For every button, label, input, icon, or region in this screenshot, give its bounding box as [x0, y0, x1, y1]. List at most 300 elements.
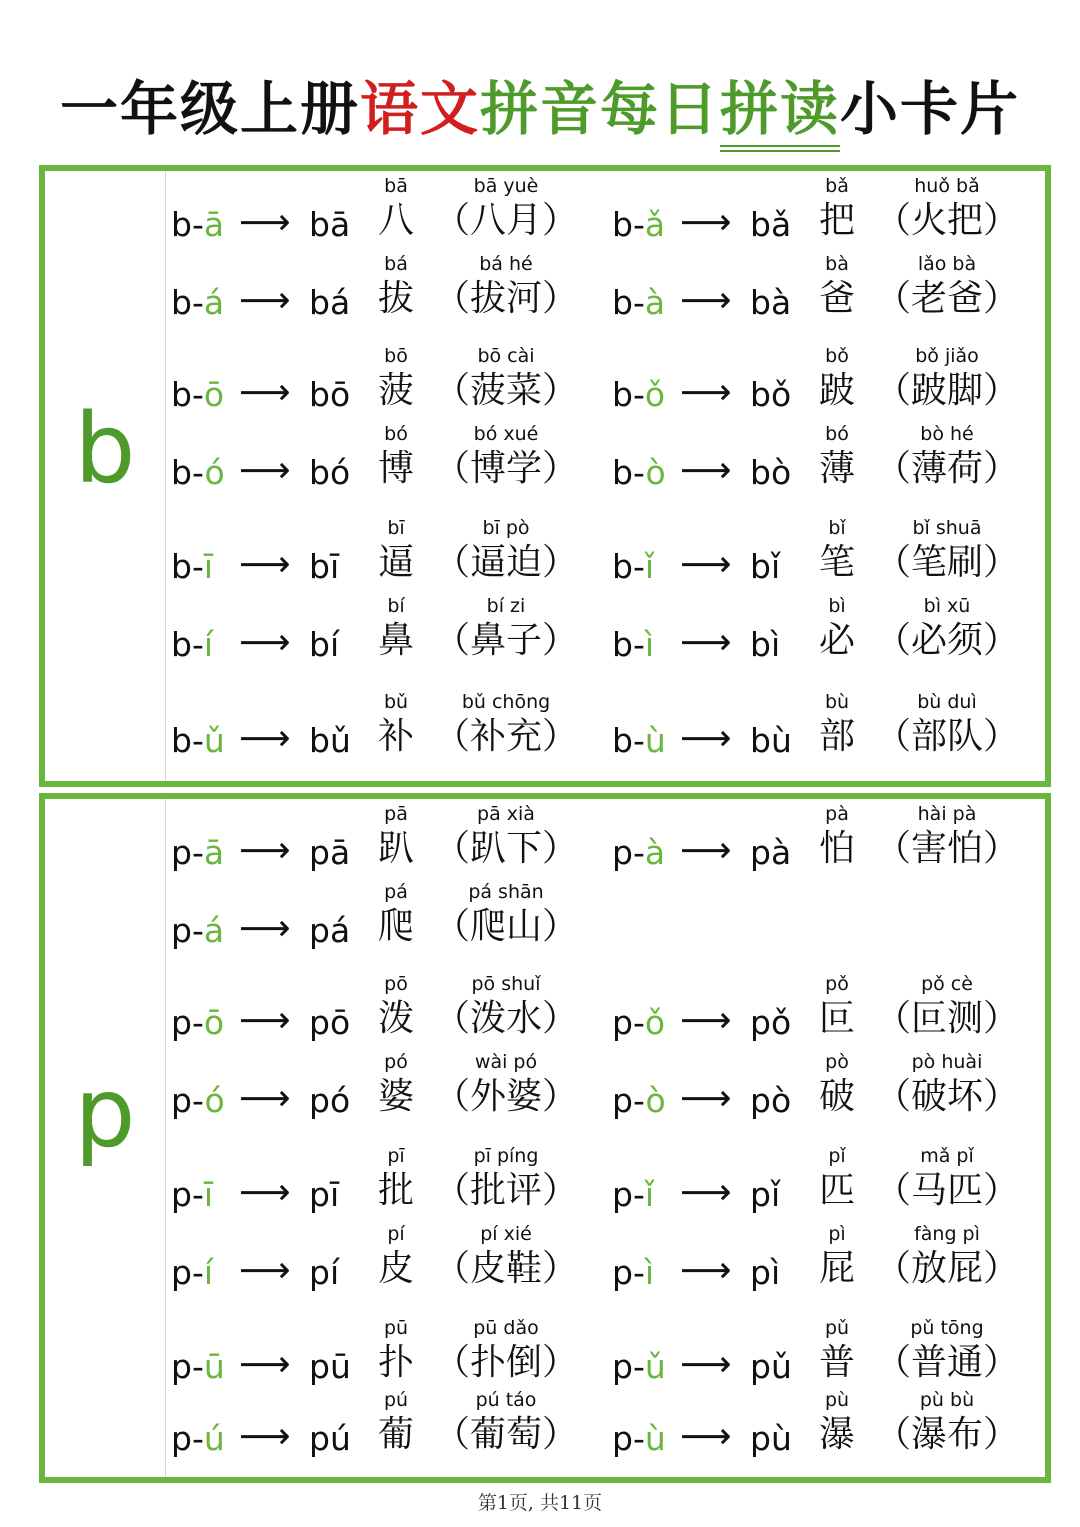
- spelling: [171, 1081, 225, 1120]
- spelling-dash: -: [191, 1003, 204, 1042]
- pinyin-entry: [612, 1223, 1052, 1293]
- character: 普: [818, 1342, 855, 1383]
- spelling: [171, 1419, 225, 1458]
- spelling-dash: -: [191, 1419, 204, 1458]
- spelling-dash: -: [632, 1347, 645, 1386]
- syllable: bā: [309, 205, 351, 244]
- word-pinyin: pǔ tōng: [910, 1317, 984, 1339]
- word-pinyin: bā yuè: [473, 175, 539, 197]
- arrow-icon: ⟶: [680, 1250, 732, 1291]
- word-pinyin: pī píng: [473, 1145, 539, 1167]
- arrow-icon: ⟶: [680, 372, 732, 413]
- arrow-icon: ⟶: [680, 202, 732, 243]
- initial-letter: p: [171, 833, 192, 872]
- arrow-icon: ⟶: [680, 280, 732, 321]
- arrow-icon: ⟶: [239, 450, 291, 491]
- syllable: bǒ: [750, 375, 792, 414]
- example-word: （葡萄）: [433, 1414, 578, 1455]
- title-part-5: 小卡片: [840, 75, 1021, 143]
- example-word: （扑倒）: [433, 1342, 578, 1383]
- spelling-dash: -: [632, 1175, 645, 1214]
- spelling-dash: -: [191, 721, 204, 760]
- character-pinyin: pí: [387, 1223, 405, 1245]
- toned-vowel: ō: [203, 375, 225, 414]
- toned-vowel: á: [203, 283, 225, 322]
- spelling-dash: -: [632, 721, 645, 760]
- initial-letter: b: [171, 625, 192, 664]
- character: 扑: [377, 1342, 414, 1383]
- character: 菠: [377, 370, 414, 411]
- title-part-1: 一年级上册: [59, 75, 360, 143]
- title-part-4: 拼读: [720, 75, 840, 152]
- toned-vowel: ǔ: [644, 1347, 666, 1386]
- syllable: pí: [309, 1253, 340, 1292]
- initial-letter: b: [612, 283, 633, 322]
- character: 部: [818, 716, 855, 757]
- example-word: （放屁）: [874, 1248, 1019, 1289]
- syllable: bó: [309, 453, 351, 492]
- syllable: pā: [309, 833, 351, 872]
- arrow-icon: ⟶: [680, 718, 732, 759]
- title-part-2: 语文: [359, 75, 480, 143]
- syllable: pà: [750, 833, 792, 872]
- initial-letter: p: [612, 1253, 633, 1292]
- spelling-dash: -: [632, 1081, 646, 1120]
- initial-letter: b: [612, 205, 633, 244]
- pinyin-entry: [171, 253, 611, 323]
- pinyin-entry: [612, 517, 1052, 587]
- syllable: bǐ: [750, 547, 781, 586]
- syllable: bì: [750, 625, 781, 664]
- word-pinyin: bǒ jiǎo: [915, 345, 979, 367]
- spelling: [612, 453, 666, 492]
- pinyin-row: [45, 1389, 1045, 1459]
- character-pinyin: pù: [824, 1389, 850, 1411]
- toned-vowel: ó: [204, 1081, 225, 1120]
- spelling: [612, 205, 666, 244]
- syllable: pī: [309, 1175, 340, 1214]
- example-word: （外婆）: [433, 1076, 578, 1117]
- spelling-dash: -: [632, 453, 646, 492]
- pinyin-entry: [171, 1051, 611, 1121]
- syllable: pá: [309, 911, 351, 950]
- example-word: （菠菜）: [433, 370, 578, 411]
- arrow-icon: ⟶: [239, 1172, 291, 1213]
- word-pinyin: mǎ pǐ: [920, 1145, 974, 1167]
- character-pinyin: bù: [824, 691, 850, 713]
- character-pinyin: pó: [384, 1051, 408, 1073]
- character-pinyin: bǐ: [828, 517, 846, 539]
- character: 把: [818, 200, 855, 241]
- word-pinyin: bù duì: [917, 691, 977, 713]
- spelling-dash: -: [191, 547, 204, 586]
- spelling-dash: -: [191, 1175, 204, 1214]
- word-pinyin: pū dǎo: [473, 1317, 539, 1339]
- character: 趴: [377, 828, 414, 869]
- toned-vowel: ǐ: [644, 547, 655, 586]
- toned-vowel: à: [644, 283, 666, 322]
- pinyin-row: [45, 1317, 1045, 1387]
- pinyin-entry: [171, 803, 611, 873]
- example-word: （博学）: [433, 448, 578, 489]
- pinyin-entry: [612, 1317, 1052, 1387]
- spelling-dash: -: [191, 205, 204, 244]
- character-pinyin: pǐ: [828, 1145, 846, 1167]
- spelling: [612, 721, 666, 760]
- word-pinyin: bò hé: [920, 423, 974, 445]
- example-word: （鼻子）: [433, 620, 578, 661]
- pinyin-row: [45, 803, 1045, 873]
- arrow-icon: ⟶: [680, 830, 732, 871]
- word-pinyin: bá hé: [479, 253, 533, 275]
- arrow-icon: ⟶: [239, 908, 291, 949]
- initial-letter: b: [612, 453, 633, 492]
- initial-letter: b: [171, 375, 192, 414]
- arrow-icon: ⟶: [239, 372, 291, 413]
- character-pinyin: bó: [825, 423, 849, 445]
- character: 皮: [377, 1248, 414, 1289]
- character-pinyin: bǒ: [825, 345, 849, 367]
- example-word: （害怕）: [874, 828, 1019, 869]
- example-word: （薄荷）: [874, 448, 1019, 489]
- toned-vowel: ǐ: [644, 1175, 655, 1214]
- toned-vowel: ī: [203, 1175, 214, 1214]
- initial-letter: p: [171, 1419, 192, 1458]
- pinyin-entry: [612, 595, 1052, 665]
- initial-letter: p: [612, 1347, 633, 1386]
- example-word: （泼水）: [433, 998, 578, 1039]
- pinyin-entry: [171, 691, 611, 761]
- pinyin-entry: [171, 595, 611, 665]
- word-pinyin: huǒ bǎ: [914, 175, 980, 197]
- example-word: （跛脚）: [874, 370, 1019, 411]
- pinyin-entry: [612, 1389, 1052, 1459]
- pinyin-entry: [171, 345, 611, 415]
- pinyin-entry: [612, 253, 1052, 323]
- toned-vowel: ù: [644, 721, 666, 760]
- character: 博: [377, 448, 414, 489]
- spelling: [612, 1081, 666, 1120]
- character: 叵: [818, 998, 855, 1039]
- syllable: bò: [750, 453, 792, 492]
- syllable: pō: [309, 1003, 351, 1042]
- spelling: [171, 1253, 214, 1292]
- arrow-icon: ⟶: [680, 1344, 732, 1385]
- syllable: pó: [309, 1081, 351, 1120]
- pinyin-row: [45, 1051, 1045, 1121]
- syllable: pú: [309, 1419, 351, 1458]
- character-pinyin: pì: [828, 1223, 846, 1245]
- spelling-dash: -: [191, 833, 204, 872]
- character-pinyin: pū: [383, 1317, 409, 1339]
- spelling: [171, 833, 225, 872]
- pinyin-entry: [612, 973, 1052, 1043]
- example-word: （拔河）: [433, 278, 578, 319]
- pinyin-row: [45, 691, 1045, 761]
- arrow-icon: ⟶: [239, 1416, 291, 1457]
- spelling: [612, 833, 666, 872]
- pinyin-entry: [171, 1145, 611, 1215]
- word-pinyin: bí zi: [486, 595, 526, 617]
- spelling: [612, 547, 655, 586]
- character-pinyin: bǔ: [383, 691, 409, 713]
- pinyin-entry: [171, 517, 611, 587]
- example-word: （八月）: [433, 200, 578, 241]
- initial-letter: p: [171, 911, 192, 950]
- spelling: [171, 911, 225, 950]
- spelling: [171, 625, 214, 664]
- example-word: （马匹）: [874, 1170, 1019, 1211]
- toned-vowel: ā: [203, 205, 225, 244]
- character: 八: [377, 200, 414, 241]
- spelling: [171, 1347, 225, 1386]
- toned-vowel: ō: [203, 1003, 225, 1042]
- character: 婆: [377, 1076, 414, 1117]
- example-word: （普通）: [874, 1342, 1019, 1383]
- pinyin-entry: [171, 423, 611, 493]
- spelling: [171, 547, 214, 586]
- spelling-dash: -: [191, 625, 204, 664]
- character: 瀑: [818, 1414, 855, 1455]
- pinyin-entry: [612, 345, 1052, 415]
- pinyin-entry: [171, 1389, 611, 1459]
- spelling: [612, 1347, 666, 1386]
- toned-vowel: í: [203, 625, 214, 664]
- arrow-icon: ⟶: [239, 1344, 291, 1385]
- word-pinyin: wài pó: [474, 1051, 538, 1073]
- card-p: [39, 793, 1051, 1483]
- character: 鼻: [377, 620, 414, 661]
- toned-vowel: ú: [203, 1419, 225, 1458]
- spelling: [171, 1175, 214, 1214]
- word-pinyin: pù bù: [919, 1389, 975, 1411]
- pinyin-row: [45, 517, 1045, 587]
- initial-letter: p: [171, 1253, 192, 1292]
- character-pinyin: bá: [384, 253, 408, 275]
- syllable: bí: [309, 625, 340, 664]
- word-pinyin: hài pà: [917, 803, 977, 825]
- syllable: bù: [750, 721, 792, 760]
- pinyin-entry: [171, 1317, 611, 1387]
- arrow-icon: ⟶: [680, 544, 732, 585]
- toned-vowel: á: [203, 911, 225, 950]
- toned-vowel: ǒ: [644, 375, 666, 414]
- toned-vowel: ā: [203, 833, 225, 872]
- toned-vowel: ū: [203, 1347, 225, 1386]
- word-pinyin: pí xié: [480, 1223, 532, 1245]
- spelling: [612, 1253, 655, 1292]
- character-pinyin: bì: [828, 595, 846, 617]
- syllable: pǐ: [750, 1175, 781, 1214]
- word-pinyin: bī pò: [482, 517, 530, 539]
- example-word: （皮鞋）: [433, 1248, 578, 1289]
- arrow-icon: ⟶: [680, 450, 732, 491]
- page-title: [0, 62, 1080, 146]
- spelling: [612, 1003, 666, 1042]
- initial-letter: p: [612, 1081, 633, 1120]
- character-pinyin: bǎ: [825, 175, 849, 197]
- character-pinyin: pú: [383, 1389, 409, 1411]
- example-word: （瀑布）: [874, 1414, 1019, 1455]
- spelling-dash: -: [632, 625, 645, 664]
- character: 薄: [818, 448, 855, 489]
- pinyin-entry: [171, 881, 611, 951]
- character-pinyin: pà: [825, 803, 849, 825]
- toned-vowel: ì: [644, 1253, 655, 1292]
- syllable: bǎ: [750, 205, 792, 244]
- word-pinyin: pò huài: [911, 1051, 983, 1073]
- spelling-dash: -: [191, 453, 205, 492]
- page-footer: 第1页, 共11页: [477, 1492, 603, 1514]
- character: 屁: [818, 1248, 855, 1289]
- initial-letter: b: [171, 283, 192, 322]
- character-pinyin: pǔ: [824, 1317, 850, 1339]
- character: 跛: [818, 370, 855, 411]
- spelling: [171, 375, 225, 414]
- initial-letter: p: [171, 1081, 192, 1120]
- syllable: pò: [750, 1081, 792, 1120]
- word-pinyin: fàng pì: [914, 1223, 980, 1245]
- word-pinyin: bǔ chōng: [461, 691, 551, 713]
- arrow-icon: ⟶: [239, 1078, 291, 1119]
- example-word: （破坏）: [874, 1076, 1019, 1117]
- initial-letter: b: [171, 721, 192, 760]
- pinyin-entry: [171, 1223, 611, 1293]
- pinyin-entry: [171, 175, 611, 245]
- character: 怕: [818, 828, 855, 869]
- character: 葡: [377, 1414, 414, 1455]
- toned-vowel: ù: [644, 1419, 666, 1458]
- initial-letter: p: [612, 833, 633, 872]
- syllable: pǒ: [750, 1003, 792, 1042]
- character-pinyin: bí: [387, 595, 405, 617]
- pinyin-entry: [612, 423, 1052, 493]
- initial-letter: p: [171, 1175, 192, 1214]
- word-pinyin: bǐ shuā: [912, 517, 982, 539]
- arrow-icon: ⟶: [680, 1172, 732, 1213]
- spelling: [612, 1175, 655, 1214]
- syllable: bǔ: [309, 721, 351, 760]
- initial-letter: b: [612, 547, 633, 586]
- spelling: [612, 625, 655, 664]
- initial-letter: p: [171, 1347, 192, 1386]
- spelling-dash: -: [632, 1003, 645, 1042]
- pinyin-row: [45, 253, 1045, 323]
- initial-letter: b: [612, 375, 633, 414]
- spelling-dash: -: [632, 1419, 645, 1458]
- character-pinyin: pá: [384, 881, 408, 903]
- toned-vowel: ó: [204, 453, 225, 492]
- initial-letter: b: [171, 205, 192, 244]
- character-pinyin: pā: [384, 803, 408, 825]
- spelling-dash: -: [632, 833, 645, 872]
- syllable: pì: [750, 1253, 781, 1292]
- initial-letter: p: [612, 1003, 633, 1042]
- spelling: [612, 283, 666, 322]
- toned-vowel: ò: [645, 453, 666, 492]
- word-pinyin: lǎo bà: [917, 253, 977, 275]
- character-pinyin: bà: [825, 253, 849, 275]
- word-pinyin: pú táo: [475, 1389, 537, 1411]
- spelling: [612, 375, 666, 414]
- example-word: （老爸）: [874, 278, 1019, 319]
- example-word: （笔刷）: [874, 542, 1019, 583]
- initial-letter: b: [612, 625, 633, 664]
- syllable: bà: [750, 283, 792, 322]
- word-pinyin: pō shuǐ: [471, 973, 541, 995]
- arrow-icon: ⟶: [239, 830, 291, 871]
- spelling-dash: -: [632, 205, 645, 244]
- toned-vowel: ǎ: [644, 205, 666, 244]
- character: 泼: [377, 998, 414, 1039]
- character-pinyin: pǒ: [825, 973, 849, 995]
- syllable: pū: [309, 1347, 351, 1386]
- character: 补: [377, 716, 414, 757]
- syllable: pǔ: [750, 1347, 792, 1386]
- toned-vowel: ī: [203, 547, 214, 586]
- initial-letter: b: [171, 453, 192, 492]
- character: 破: [818, 1076, 855, 1117]
- example-word: （必须）: [874, 620, 1019, 661]
- pinyin-row: [45, 1223, 1045, 1293]
- spelling-dash: -: [191, 375, 204, 414]
- character-pinyin: bā: [384, 175, 408, 197]
- pinyin-entry: [612, 1145, 1052, 1215]
- example-word: （火把）: [874, 200, 1019, 241]
- character: 逼: [377, 542, 414, 583]
- character-pinyin: pī: [387, 1145, 405, 1167]
- arrow-icon: ⟶: [680, 1000, 732, 1041]
- pinyin-entry: [612, 175, 1052, 245]
- arrow-icon: ⟶: [239, 280, 291, 321]
- card-b: [39, 165, 1051, 787]
- toned-vowel: ǒ: [644, 1003, 666, 1042]
- spelling: [171, 453, 225, 492]
- arrow-icon: ⟶: [239, 1000, 291, 1041]
- pinyin-row: [45, 1145, 1045, 1215]
- title-part-3: 拼音每日: [479, 75, 720, 143]
- syllable: pù: [750, 1419, 792, 1458]
- syllable: bī: [309, 547, 340, 586]
- spelling-dash: -: [632, 547, 645, 586]
- example-word: （爬山）: [433, 906, 578, 947]
- arrow-icon: ⟶: [680, 1078, 732, 1119]
- pinyin-row: [45, 175, 1045, 245]
- character: 批: [377, 1170, 414, 1211]
- arrow-icon: ⟶: [680, 622, 732, 663]
- pinyin-row: [45, 881, 1045, 951]
- initial-letter: p: [612, 1175, 633, 1214]
- arrow-icon: ⟶: [239, 622, 291, 663]
- pinyin-row: [45, 595, 1045, 665]
- spelling: [171, 205, 225, 244]
- initial-letter: p: [612, 1419, 633, 1458]
- arrow-icon: ⟶: [239, 1250, 291, 1291]
- pinyin-entry: [171, 973, 611, 1043]
- pinyin-entry: [612, 803, 1052, 873]
- spelling-dash: -: [191, 1347, 204, 1386]
- spelling-dash: -: [191, 911, 204, 950]
- spelling: [612, 1419, 666, 1458]
- word-pinyin: bō cài: [477, 345, 535, 367]
- character: 匹: [818, 1170, 855, 1211]
- initial-letter: b: [612, 721, 633, 760]
- character: 爬: [377, 906, 414, 947]
- character-pinyin: bō: [384, 345, 408, 367]
- spelling-dash: -: [632, 1253, 645, 1292]
- example-word: （叵测）: [874, 998, 1019, 1039]
- example-word: （逼迫）: [433, 542, 578, 583]
